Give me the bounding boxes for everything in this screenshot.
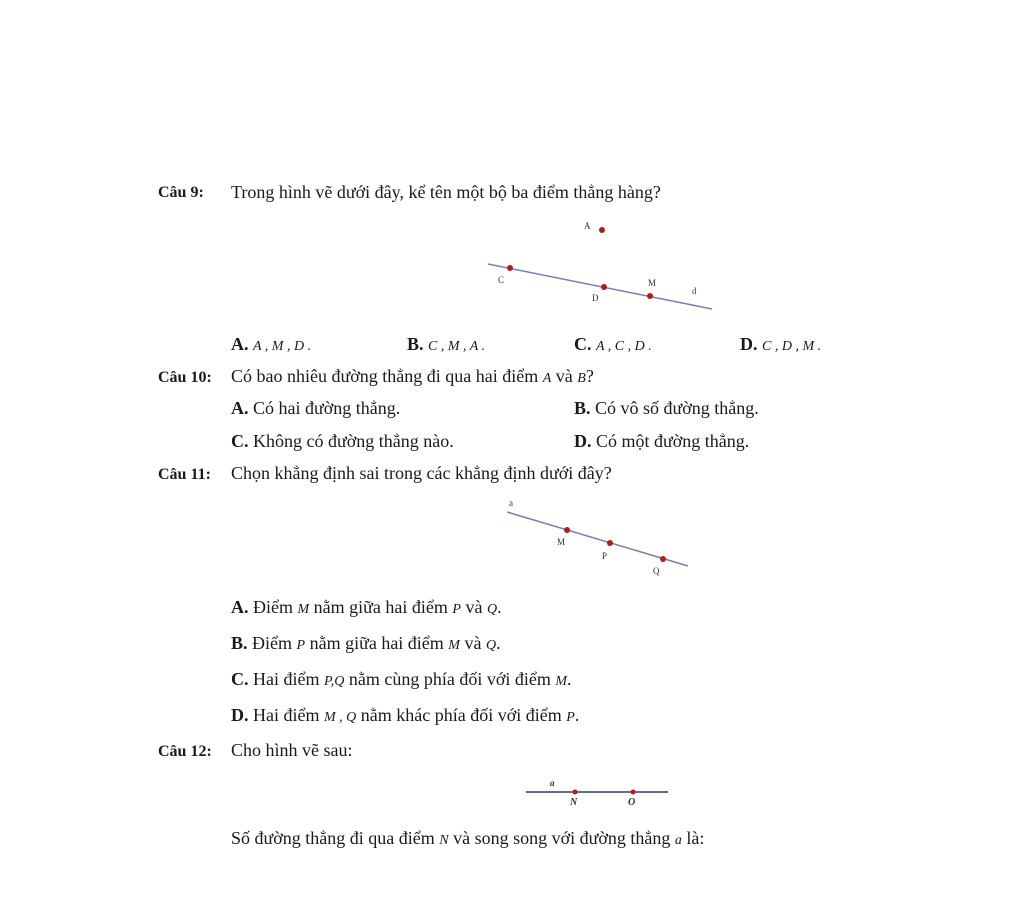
q11-option-a-v3: Q: [486, 602, 498, 617]
q9-option-b-letter: B.: [407, 334, 424, 354]
q11-option-a-pre: Điểm: [253, 597, 293, 617]
q11-option-d-pre: Hai điểm: [253, 705, 320, 725]
q9-option-a-text: A , M , D .: [253, 339, 312, 354]
q9-text: Trong hình vẽ dưới đây, kể tên một bộ ba điểm thẳng hàng?: [231, 182, 661, 202]
q11-label-m: M: [557, 537, 566, 547]
q10-option-d-letter: D.: [574, 431, 592, 451]
q12-question-var-a: a: [674, 833, 682, 848]
q11-option-b[interactable]: [231, 633, 501, 654]
q11-option-c-pre: Hai điểm: [253, 669, 320, 689]
q11-option-b-and: và: [464, 633, 482, 653]
q9-label-d: D: [592, 293, 599, 303]
q11-option-a[interactable]: [231, 597, 502, 618]
q11-option-c[interactable]: [231, 669, 572, 690]
q11-option-d[interactable]: [231, 705, 579, 726]
q11-figure: [495, 490, 700, 580]
q11-option-a-v2: P: [452, 602, 461, 617]
q11-option-b-pre: Điểm: [252, 633, 293, 653]
q9-option-b-text: C , M , A .: [428, 339, 486, 354]
q12-question: [231, 828, 704, 849]
q11-option-d-end: .: [574, 705, 580, 725]
q12-point-o: [631, 790, 636, 795]
q10-label: Câu 10:: [158, 369, 212, 386]
q10-text: [231, 366, 594, 387]
q9-option-a[interactable]: [231, 334, 311, 355]
q12-question-var-n: N: [439, 833, 449, 848]
q9-line-d: [488, 264, 712, 309]
q12-label-o: O: [628, 797, 636, 808]
q9-point-m: [647, 293, 653, 299]
q11-option-c-v2: M: [555, 674, 567, 689]
q10-text-pre: Có bao nhiêu đường thẳng đi qua hai điểm: [231, 366, 539, 386]
q9-label: Câu 9:: [158, 184, 204, 201]
q9-point-c: [507, 265, 513, 271]
q11-point-p: [607, 540, 613, 546]
q9-label-line: d: [692, 286, 697, 296]
q11-option-c-end: .: [567, 669, 572, 689]
q11-point-m: [564, 527, 570, 533]
q9-option-c-text: A , C , D .: [596, 339, 652, 354]
q9-label-c: C: [498, 275, 505, 285]
q11-option-a-end: .: [497, 597, 502, 617]
q12-question-post: là:: [686, 828, 705, 848]
q11-option-a-v1: M: [297, 602, 310, 617]
q11-option-b-v1: P: [296, 638, 306, 653]
q9-point-d: [601, 284, 607, 290]
q11-label: Câu 11:: [158, 466, 211, 483]
q12-question-mid: và song song với đường thẳng: [453, 828, 671, 848]
q11-option-d-v2: P: [566, 710, 575, 725]
q10-text-post: ?: [585, 366, 594, 386]
q9-option-d-letter: D.: [740, 334, 758, 354]
q11-option-d-mid: nằm khác phía đối với điểm: [360, 705, 562, 725]
q10-option-a[interactable]: [231, 398, 400, 419]
q11-label-q: Q: [653, 566, 660, 576]
q10-option-c-letter: C.: [231, 431, 249, 451]
q12-label-line: a: [550, 778, 555, 788]
q12-label-n: N: [570, 797, 578, 808]
q10-var-b: B: [577, 371, 586, 386]
q10-option-d[interactable]: [574, 431, 749, 452]
q10-option-d-text: Có một đường thẳng.: [596, 431, 750, 451]
q9-label-a: A: [584, 221, 591, 231]
q10-option-a-letter: A.: [231, 398, 249, 418]
q10-option-c[interactable]: [231, 431, 454, 452]
q10-text-mid: và: [555, 366, 573, 386]
q12-label: Câu 12:: [158, 743, 212, 760]
q10-option-b-letter: B.: [574, 398, 591, 418]
q11-point-q: [660, 556, 666, 562]
q12-figure: [520, 775, 680, 810]
q9-option-d[interactable]: [740, 334, 821, 355]
q11-label-p: P: [602, 551, 608, 561]
q11-option-d-v1: M , Q: [323, 710, 357, 725]
q9-option-c[interactable]: [574, 334, 652, 355]
q11-option-b-letter: B.: [231, 633, 248, 653]
q9-option-d-text: C , D , M .: [762, 339, 822, 354]
q10-option-c-text: Không có đường thẳng nào.: [253, 431, 454, 451]
q10-option-b-text: Có vô số đường thẳng.: [595, 398, 759, 418]
q10-option-a-text: Có hai đường thẳng.: [253, 398, 401, 418]
q9-option-c-letter: C.: [574, 334, 592, 354]
q11-option-c-mid: nằm cùng phía đối với điểm: [348, 669, 551, 689]
q11-option-b-v2: M: [448, 638, 460, 653]
q11-option-b-end: .: [496, 633, 501, 653]
q11-option-c-letter: C.: [231, 669, 249, 689]
q12-question-pre: Số đường thẳng đi qua điểm: [231, 828, 435, 848]
q9-option-a-letter: A.: [231, 334, 249, 354]
q11-option-c-v1: P,Q: [323, 674, 345, 689]
q9-option-b[interactable]: [407, 334, 485, 355]
q11-option-a-and: và: [465, 597, 483, 617]
q11-text: Chọn khẳng định sai trong các khẳng định dưới đây?: [231, 463, 612, 483]
q9-point-a: [599, 227, 605, 233]
q9-label-m: M: [648, 278, 657, 288]
q11-option-a-mid: nằm giữa hai điểm: [313, 597, 448, 617]
q12-text: Cho hình vẽ sau:: [231, 740, 353, 760]
q11-option-b-mid: nằm giữa hai điểm: [309, 633, 444, 653]
q10-option-b[interactable]: [574, 398, 759, 419]
q12-point-n: [573, 790, 578, 795]
q10-var-a: A: [542, 371, 552, 386]
q11-option-b-v3: Q: [485, 638, 497, 653]
q9-figure: [480, 210, 730, 320]
q11-label-line: a: [509, 498, 513, 508]
q11-option-d-letter: D.: [231, 705, 249, 725]
q11-option-a-letter: A.: [231, 597, 249, 617]
